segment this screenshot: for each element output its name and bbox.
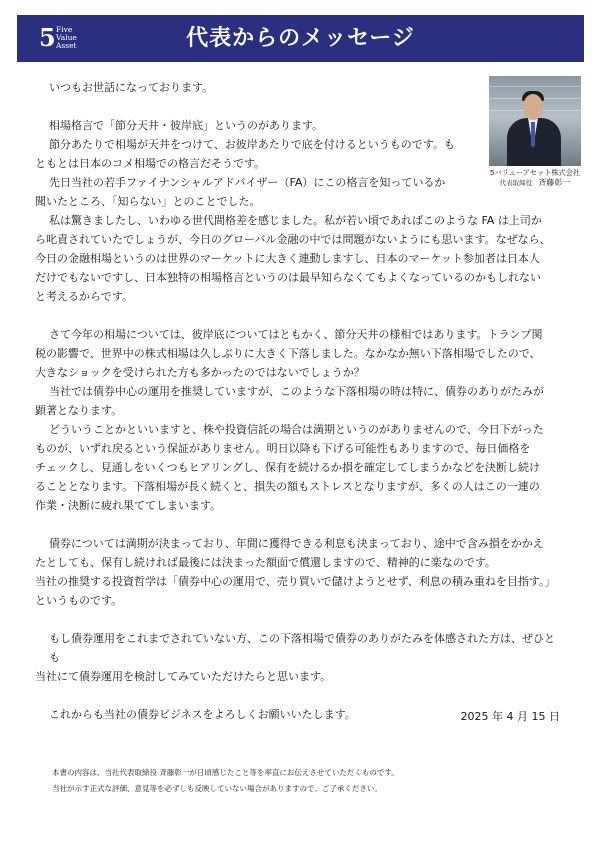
blank-line — [35, 306, 563, 325]
body-line: ものが、いずれ戻るという保証がありません。明日以降も下げる可能性もありますので、毎日価格を — [35, 442, 531, 455]
disclaimer — [52, 765, 552, 797]
body-line: いつもお世話になっております。 — [49, 81, 214, 94]
body-line: どういうことかといいますと、株や投資信託の場合は満期というのがありませんので、今日下がった — [49, 423, 544, 436]
logo-word: Five — [56, 25, 73, 34]
body-line: ら叱責されていたでしょうが、今日のグローバル金融の中では問題がないようにも思います。なぜなら、 — [35, 233, 551, 246]
logo-word: Asset — [56, 41, 77, 50]
body-line: 顕著となります。 — [35, 404, 123, 417]
representative-role: 代表取締役 — [499, 179, 533, 187]
body-line: 今日の金融相場というのは世界のマーケットに大きく連動しますし、日本のマーケット参加者は日本人 — [35, 252, 540, 265]
logo-number: 5 — [39, 23, 56, 52]
body-line: ることとなります。下落相場が長く続くと、損失の額もストレスとなりますが、多くの人はこの一連の — [35, 480, 540, 493]
header-banner — [17, 15, 584, 62]
body-line: 当社にて債券運用を検討してみていただけたらと思います。 — [35, 670, 332, 683]
disclaimer-line: 本書の内容は、当社代表取締役 斉藤彰一が日頃感じたこと等を率直にお伝えさせていただくものです。 — [52, 768, 399, 777]
body-line: というものです。 — [35, 594, 123, 607]
message-body — [35, 78, 563, 724]
body-line: 聞いたところ、「知らない」とのことでした。 — [35, 195, 261, 208]
page-title: 代表からのメッセージ — [186, 26, 415, 51]
body-line: 当社では債券中心の運用を推奨していますが、このような下落相場の時は特に、債券のありがたみが — [49, 385, 544, 398]
blank-line — [35, 686, 563, 705]
blank-line — [35, 610, 563, 629]
body-line: ともとは日本のコメ相場での格言だそうです。 — [35, 157, 266, 170]
body-line: と考えるからです。 — [35, 290, 134, 303]
body-line: これからも当社の債券ビジネスをよろしくお願いいたします。 — [49, 708, 356, 721]
body-line: さて今年の相場については、彼岸底についてはともかく、節分天井の様相ではあります。トランプ関 — [49, 328, 543, 341]
disclaimer-line: 当社が示す正式な評価、意見等を必ずしも反映していない場合がありますので、ご了承ください。 — [52, 784, 382, 793]
body-line: 税の影響で、世界中の株式相場は久しぶりに大きく下落しました。なかなか無い下落相場でしたので、 — [35, 347, 541, 360]
body-line: もし債券運用をこれまでされていない方、この下落相場で債券のありがたみを体感された方は、ぜひとも — [49, 632, 555, 664]
body-line: チェックし、見通しをいくつもヒアリングし、保有を続けるか損を確定してしまうかなどを決断し続け — [35, 461, 541, 474]
logo-word: Value — [56, 33, 77, 42]
blank-line — [35, 97, 563, 116]
body-line: 節分あたりで相場が天井をつけて、お彼岸あたりで底を付けるというものです。も — [49, 138, 455, 151]
body-line: たとしても、保有し続ければ最後には決まった額面で償還しますので、精神的に楽なのです。 — [35, 556, 496, 569]
body-line: 債券については満期が決まっており、年間に獲得できる利息も決まっており、途中で含み損をかかえ — [49, 537, 544, 550]
body-line: 先日当社の若手ファイナンシャルアドバイザー（FA）にこの格言を知っているか — [49, 176, 446, 189]
letter-date: 2025 年 4 月 15 日 — [460, 710, 560, 723]
body-line: 当社の推奨する投資哲学は「債券中心の運用で、売り買いで儲けようとせず、利息の積み重ねを目指す。」 — [35, 575, 556, 588]
representative-name: 斉藤彰一 — [538, 178, 571, 187]
company-name: 5バリューアセット株式会社 — [489, 168, 581, 177]
body-line: 相場格言で「節分天井・彼岸底」というのがあります。 — [49, 119, 324, 132]
body-line: 大きなショックを受けられた方も多かったのではないでしょうか？ — [35, 366, 365, 379]
body-line: 私は驚きましたし、いわゆる世代間格差を感じました。私が若い頃であればこのような FA は上司か — [49, 214, 542, 227]
body-line: 作業・決断に疲れ果ててしまいます。 — [35, 499, 222, 512]
body-line: だけでもないですし、日本独特の相場格言というのは最早知らなくてもよくなっているのかもしれない — [35, 271, 541, 284]
blank-line — [35, 515, 563, 534]
